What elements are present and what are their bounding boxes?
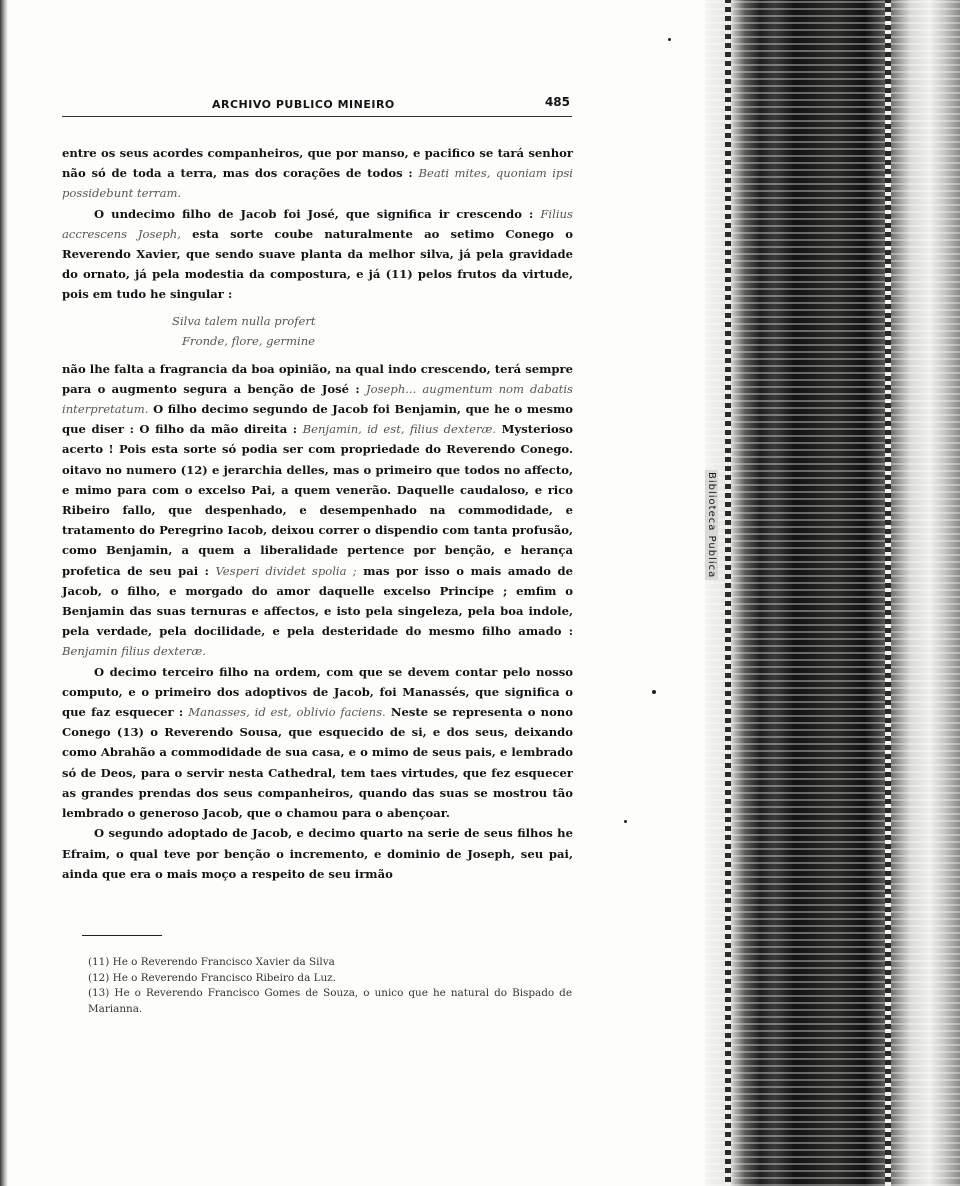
footnote-divider: [82, 935, 162, 936]
page-left-edge: [0, 0, 8, 1186]
verse-quote: [172, 311, 573, 351]
paragraph-5-text: O segundo adoptado de Jacob, e decimo quarto na serie de seus filhos he Efraim, o qual teve por benção o incremento, e dominio de Joseph, seu pai, ainda que era o mais moço a respeito de seu irmão: [62, 826, 573, 881]
footnote-13: (13) He o Reverendo Francisco Gomes de Souza, o unico que he natural do Bispado de Marianna.: [88, 987, 572, 1015]
paragraph-1-text: entre os seus acordes companheiros, que por manso, e pacifico se tará senhor não só de toda a terra, mas dos corações de todos :: [62, 146, 573, 181]
latin-quote: Joseph... augmentum nom dabatis interpretatum.: [62, 381, 573, 417]
scan-speck: [652, 690, 656, 694]
latin-quote: Manasses, id est, oblivio faciens.: [188, 705, 386, 720]
footnote-12: (12) He o Reverendo Francisco Ribeiro da Luz.: [88, 971, 336, 984]
paragraph-4: [62, 662, 573, 824]
binding-strip: [885, 0, 891, 1186]
scan-speck: [624, 820, 627, 823]
binding-strip: [725, 0, 731, 1186]
paragraph-5: [62, 823, 573, 884]
latin-quote: Filius accrescens Joseph,: [62, 206, 573, 241]
binding-label: Biblioteca Publica: [706, 472, 717, 579]
paragraph-4-text-b: Neste se representa o nono Conego (13) o Reverendo Sousa, que esquecido de si, e dos seus, deixando como Abrahão a commodidade de sua casa, e o mimo de seus pais, e lembrado só de Deos, para o servir nesta Cathedral, tem taes virtudes, que fez esquecer as grandes prendas dos seus companheiros, quando das suas se mostrou tão lembrado o generoso Jacob, que o chamou para o abençoar.: [62, 705, 573, 821]
paragraph-2-text-b: esta sorte coube naturalmente ao setimo Conego o Reverendo Xavier, que sendo suave planta da melhor silva, já pela gravidade do ornato, já pela modestia da compostura, e já (11) pelos frutos da virtude, pois em tudo he singular :: [62, 226, 573, 302]
scan-speck: [668, 38, 671, 41]
paragraph-3-text-b: O filho decimo segundo de Jacob foi Benjamin, que he o mesmo que diser : O filho da mão direita :: [62, 402, 573, 437]
verse-line-2: Fronde, flore, germine: [182, 333, 316, 348]
footnote-11: (11) He o Reverendo Francisco Xavier da Silva: [88, 956, 335, 968]
body-text: [62, 143, 573, 884]
latin-quote: Benjamin filius dexteræ.: [62, 644, 206, 659]
footnotes: [88, 955, 572, 1017]
paragraph-4-text-a: O decimo terceiro filho na ordem, com que se devem contar pelo nosso computo, e o primeiro dos adoptivos de Jacob, foi Manassés, que significa o que faz esquecer :: [62, 664, 573, 720]
latin-quote: Vesperi dividet spolia ;: [215, 563, 357, 578]
paragraph-3: [62, 359, 573, 662]
verse-line-1: Silva talem nulla profert: [172, 313, 316, 328]
paragraph-3-text-a: não lhe falta a fragrancia da boa opinião, na qual indo crescendo, terá sempre para o augmento segura a benção de José :: [62, 361, 573, 396]
latin-quote: Benjamin, id est, filius dexteræ.: [302, 422, 497, 437]
paragraph-2-text-a: O undecimo filho de Jacob foi José, que significa ir crescendo :: [94, 206, 534, 221]
paragraph-3-text-d: mas por isso o mais amado de Jacob, o filho, e morgado do amor daquelle excelso Principe ; emfim o Benjamin das suas ternuras e affectos, e isto pela singeleza, pela boa indole, pela verdade, pela docilidade, e pela desteridade do mesmo filho amado :: [62, 563, 573, 639]
book-binding-edge: [705, 0, 960, 1186]
running-title: ARCHIVO PUBLICO MINEIRO: [212, 98, 395, 111]
paragraph-3-text-c: Mysterioso acerto ! Pois esta sorte só podia ser com propriedade do Reverendo Conego. oitavo no numero (12) e jerarchia delles, mas o primeiro que todos no affecto, e mimo para com o excelso Pai, a quem venerão. Daquelle caudaloso, e rico Ribeiro fallo, que despenhado, e desempenhado na commodidade, e tratamento do Peregrino Iacob, deixou correr o dispendio com tanta profusão, como Benjamin, a quem a liberalidade pertence por benção, e herança profetica de seu pai :: [62, 422, 573, 578]
page-number: 485: [544, 95, 570, 109]
latin-quote: Beati mites, quoniam ipsi possidebunt terram.: [62, 166, 573, 201]
paragraph-2: [62, 204, 573, 305]
paragraph-1: [62, 143, 573, 204]
page-header: [62, 94, 572, 117]
